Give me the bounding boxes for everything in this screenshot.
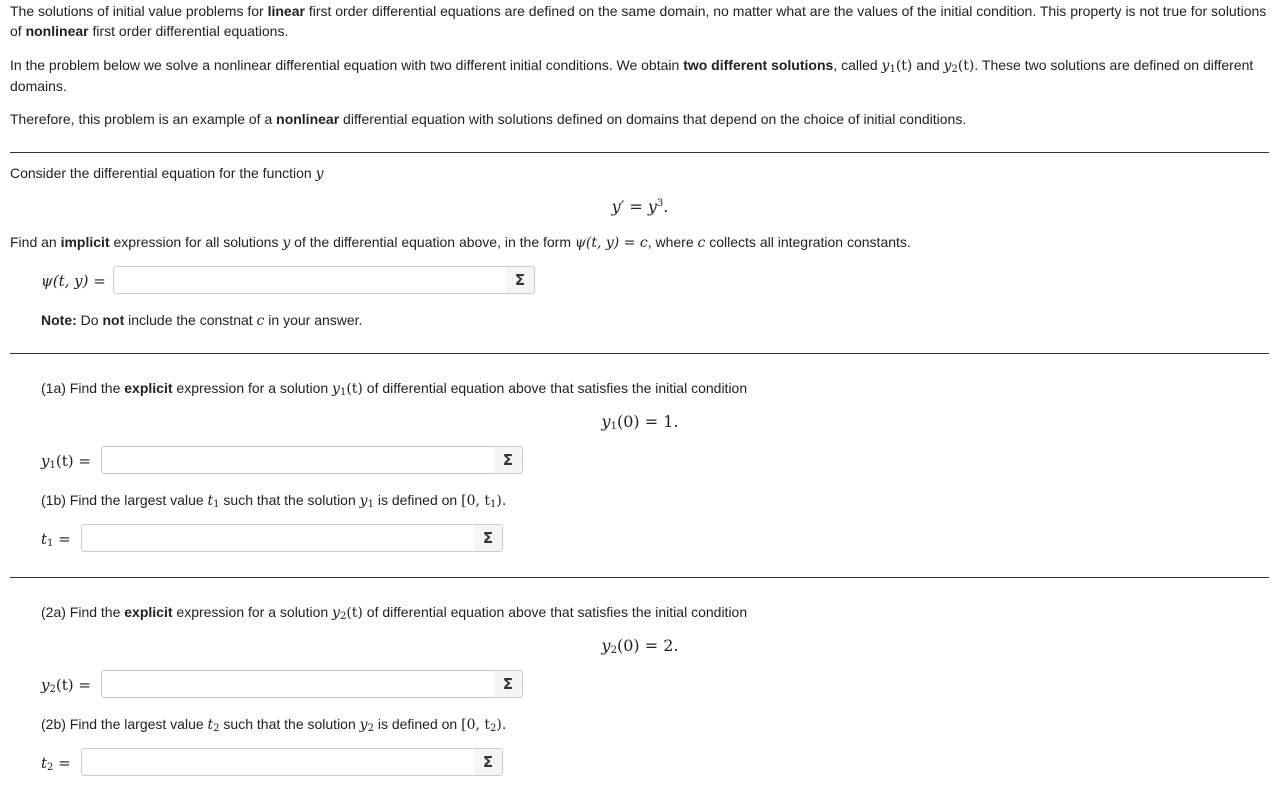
sigma-icon[interactable]: Σ xyxy=(474,748,503,776)
text: Find an xyxy=(10,234,61,250)
part1-initial-condition xyxy=(0,412,1280,433)
math-var: y xyxy=(359,493,368,509)
math: (t) = xyxy=(55,452,91,470)
emphasis: nonlinear xyxy=(25,23,89,39)
math-var: y xyxy=(943,58,952,74)
sigma-icon[interactable]: Σ xyxy=(494,670,523,698)
intro-paragraph-2 xyxy=(10,55,1272,96)
sigma-icon[interactable]: Σ xyxy=(474,524,503,552)
consider-text xyxy=(10,163,1272,184)
math: ). xyxy=(496,493,507,509)
math-var: t xyxy=(207,493,214,509)
math: (0) = 1. xyxy=(616,412,679,431)
text: in your answer. xyxy=(264,312,363,328)
text: In the problem below we solve a nonlinear differential equation with two different initial conditions. We obtain xyxy=(10,57,684,73)
math: ). xyxy=(496,717,507,733)
text: collects all integration constants. xyxy=(705,234,911,250)
text: include the constnat xyxy=(124,312,257,328)
math: (t) xyxy=(346,605,363,621)
math-var: y xyxy=(41,676,50,694)
text: Therefore, this problem is an example of a xyxy=(10,111,277,127)
part1a-question xyxy=(41,378,1280,399)
text: is defined on xyxy=(373,492,462,508)
math-sub: 2 xyxy=(49,684,56,695)
math-sub: 2 xyxy=(951,64,958,75)
math-sub: 2 xyxy=(490,723,497,734)
text: . These two solutions are defined on different domains. xyxy=(10,57,1254,94)
text: of differential equation above that satisfies the initial condition xyxy=(362,380,748,396)
emphasis: implicit xyxy=(60,234,110,250)
math-var: y xyxy=(881,58,890,74)
math: = xyxy=(53,530,71,548)
emphasis: two different solutions xyxy=(683,57,834,73)
text: (2b) Find the largest value xyxy=(41,716,208,732)
math-sub: 2 xyxy=(367,723,374,734)
psi-answer-input[interactable] xyxy=(113,266,507,294)
math: ψ(t, y) = c xyxy=(574,235,648,251)
divider xyxy=(10,152,1269,153)
t2-answer-input[interactable] xyxy=(81,748,475,776)
part1b-question xyxy=(41,490,1280,511)
emphasis: explicit xyxy=(124,604,173,620)
text: Consider the differential equation for the function xyxy=(10,165,316,181)
math: = xyxy=(53,754,71,772)
math-sub: 2 xyxy=(47,762,54,773)
part2b-question xyxy=(41,714,1280,735)
math-var: y xyxy=(315,166,324,182)
divider xyxy=(10,353,1269,354)
divider xyxy=(10,577,1269,578)
sigma-icon[interactable]: Σ xyxy=(506,266,535,294)
math-sub: 1 xyxy=(490,499,497,510)
intro-paragraph-1 xyxy=(10,1,1272,41)
text: The solutions of initial value problems for xyxy=(10,3,268,19)
t1-label xyxy=(41,529,71,550)
text: is defined on xyxy=(373,716,462,732)
y2-label xyxy=(41,675,91,696)
y1-label xyxy=(41,451,91,472)
math-var: t xyxy=(41,530,48,548)
math: [0, t xyxy=(461,717,491,733)
math-var: t xyxy=(41,754,48,772)
text: expression for all solutions xyxy=(109,234,283,250)
math: (t) xyxy=(346,381,363,397)
text: (1a) Find the xyxy=(41,380,125,396)
text: , called xyxy=(833,57,882,73)
text: (1b) Find the largest value xyxy=(41,492,208,508)
find-implicit-text xyxy=(10,232,1272,253)
text: such that the solution xyxy=(219,716,360,732)
text: expression for a solution xyxy=(172,380,333,396)
math-sub: 1 xyxy=(367,499,374,510)
math-var: y xyxy=(41,452,50,470)
y1-answer-input[interactable] xyxy=(101,446,495,474)
emphasis: Note: xyxy=(41,312,77,328)
math-sub: 2 xyxy=(213,723,220,734)
emphasis: linear xyxy=(267,3,305,19)
emphasis: not xyxy=(102,312,125,328)
math-var: y xyxy=(601,636,611,655)
math-exp: 3 xyxy=(656,198,664,209)
math: . xyxy=(663,197,669,216)
text: first order differential equations are defined on the same domain, no matter what are the values of the initial condition. This property is not true for solutions of xyxy=(10,3,1267,39)
math-sub: 2 xyxy=(610,645,617,656)
math-sub: 1 xyxy=(610,421,617,432)
text: first order differential equations. xyxy=(88,23,289,39)
sigma-icon[interactable]: Σ xyxy=(494,446,523,474)
emphasis: nonlinear xyxy=(276,111,340,127)
math-sub: 2 xyxy=(339,611,347,622)
text: , where xyxy=(647,234,698,250)
text: such that the solution xyxy=(219,492,360,508)
note-text xyxy=(41,310,1280,331)
text: expression for a solution xyxy=(172,604,333,620)
text: of differential equation above that satisfies the initial condition xyxy=(362,604,748,620)
math-var: t xyxy=(207,717,214,733)
text: of the differential equation above, in the form xyxy=(290,234,575,250)
math-var: c xyxy=(256,313,265,329)
intro-paragraph-3 xyxy=(10,109,1272,129)
part2a-question xyxy=(41,602,1280,623)
emphasis: explicit xyxy=(124,380,173,396)
differential-equation xyxy=(0,197,1280,218)
math-var: y xyxy=(332,605,340,621)
math-sub: 1 xyxy=(889,64,896,75)
math-var: y xyxy=(282,235,291,251)
part2-initial-condition xyxy=(0,636,1280,657)
math-var: y xyxy=(601,412,611,431)
math-var: y xyxy=(332,381,340,397)
text: Do xyxy=(76,312,103,328)
math: [0, t xyxy=(461,493,491,509)
math-sub: 1 xyxy=(213,499,220,510)
math: y′ = y xyxy=(611,197,657,216)
text: differential equation with solutions defined on domains that depend on the choice of initial conditions. xyxy=(339,111,967,127)
y2-answer-input[interactable] xyxy=(101,670,495,698)
math-sub: 1 xyxy=(47,538,54,549)
t2-label xyxy=(41,753,71,774)
math: (0) = 2. xyxy=(616,636,679,655)
math: (t) = xyxy=(55,676,91,694)
t1-answer-input[interactable] xyxy=(81,524,475,552)
text: and xyxy=(912,57,944,73)
math-var: c xyxy=(697,235,706,251)
math-sub: 1 xyxy=(339,387,347,398)
math: (t) xyxy=(895,58,913,74)
math-var: y xyxy=(359,717,368,733)
psi-label: ψ(t, y) = xyxy=(41,272,106,290)
text: (2a) Find the xyxy=(41,604,125,620)
math: (t) xyxy=(957,58,975,74)
math-sub: 1 xyxy=(49,460,56,471)
